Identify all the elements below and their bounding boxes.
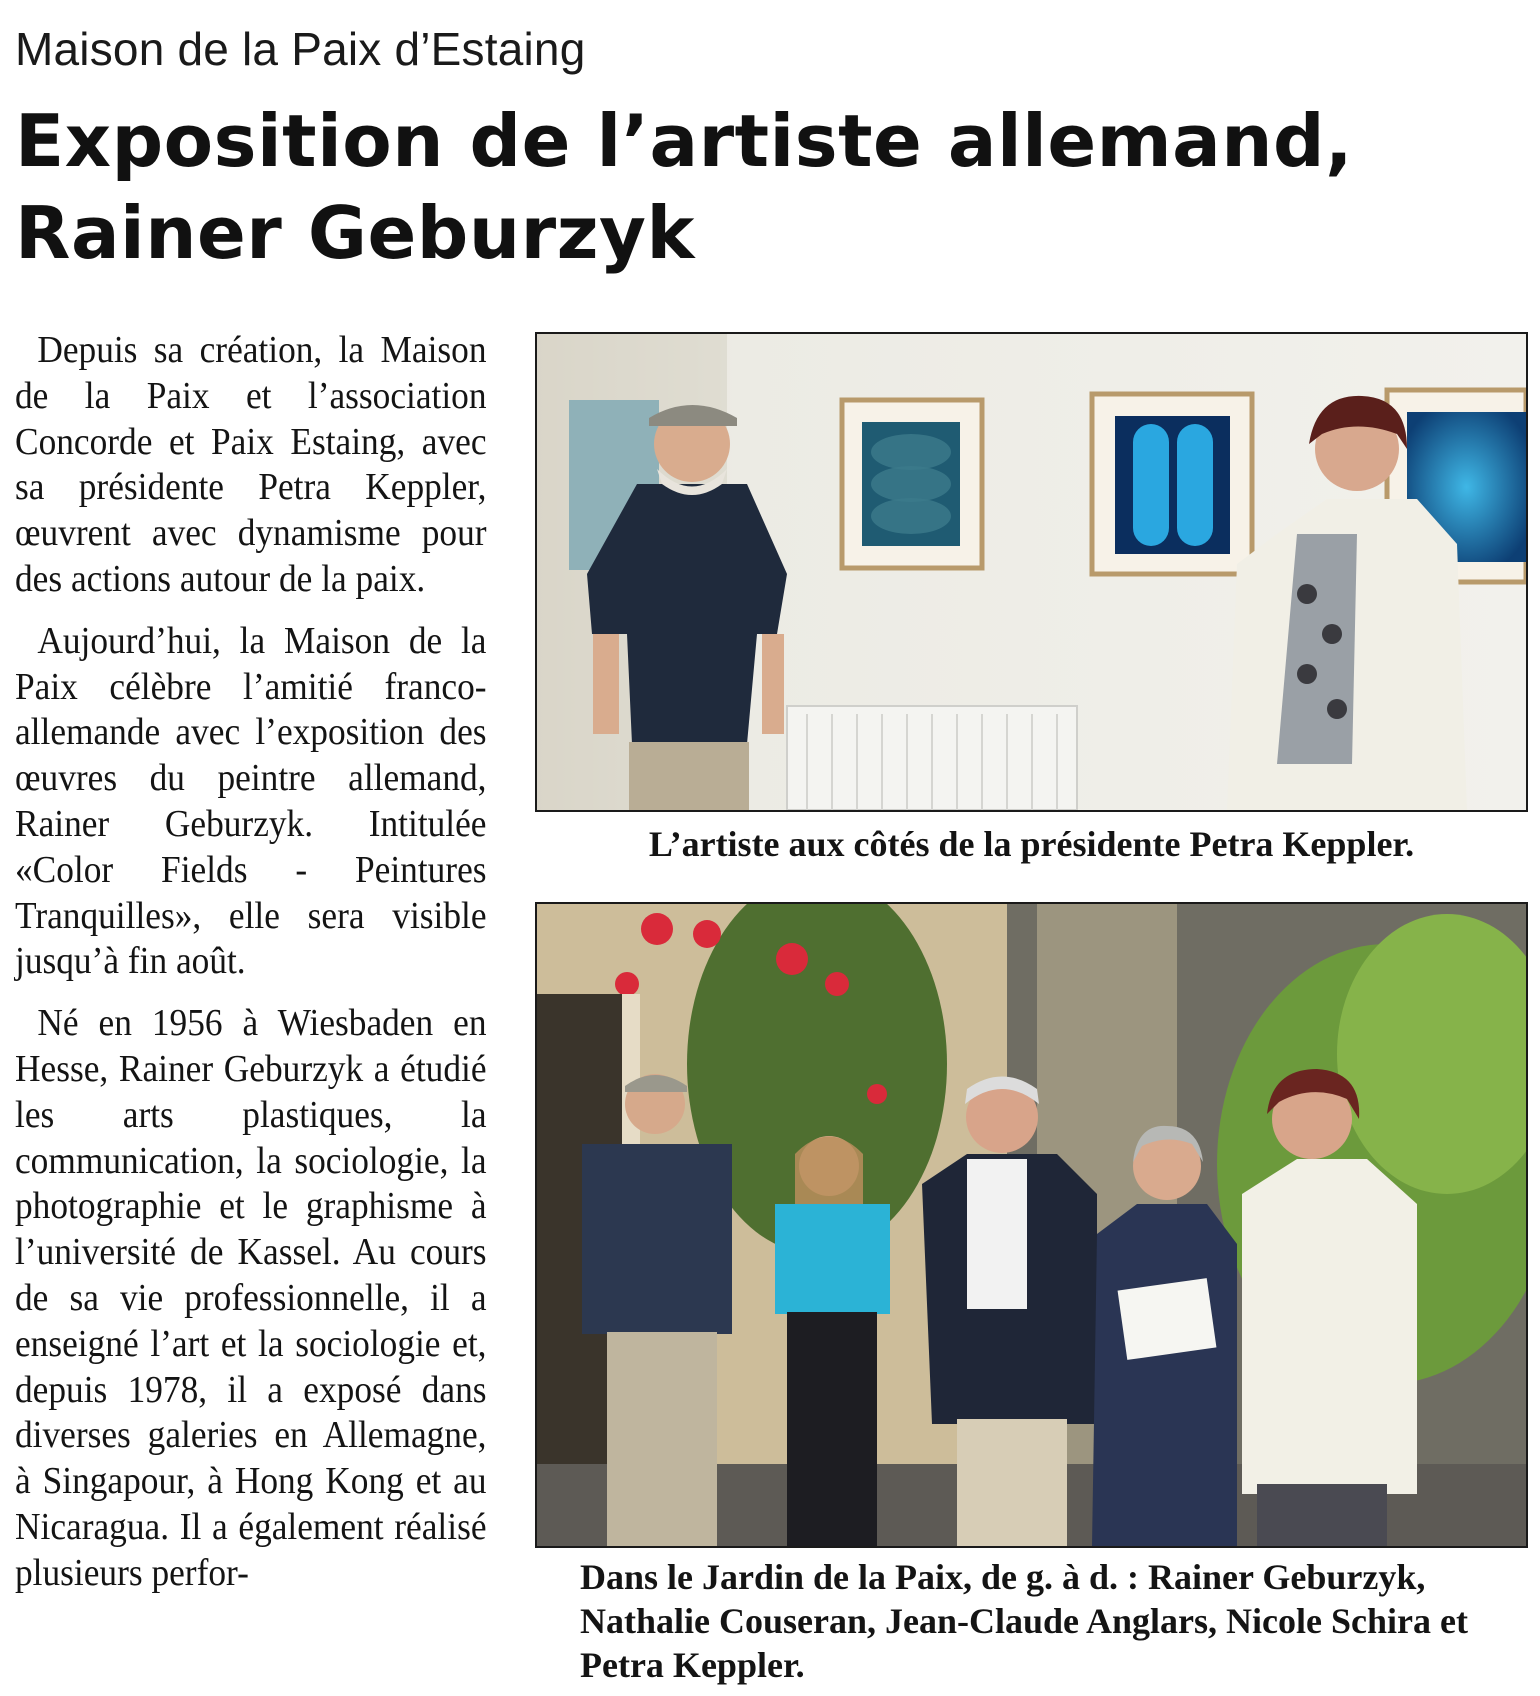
garden-photo-image: [537, 904, 1526, 1546]
article-headline: [15, 95, 1353, 279]
body-paragraph-1: Depuis sa création, la Maison de la Paix et l’association Concorde et Paix Estaing, avec sa présidente Petra Keppler, œuvrent avec dynamisme pour des actions autour de la paix.: [15, 329, 487, 600]
garden-photo: [535, 902, 1528, 1548]
article-kicker: Maison de la Paix d’Estaing: [15, 23, 586, 75]
article-body: [15, 328, 487, 1613]
gallery-photo-caption: L’artiste aux côtés de la présidente Petra Keppler.: [648, 824, 1415, 864]
gallery-photo: [535, 332, 1528, 812]
body-paragraph-2: Aujourd’hui, la Maison de la Paix célèbre l’amitié franco-allemande avec l’exposition des œuvres du peintre allemand, Rainer Geburzyk. Intitulée «Color Fields - Peintures Tranquilles», elle sera visible jusqu’à fin août.: [15, 619, 487, 983]
headline-line-2: Rainer Geburzyk: [15, 191, 695, 275]
headline-line-1: Exposition de l’artiste allemand,: [15, 99, 1353, 183]
gallery-photo-image: [537, 334, 1526, 810]
body-paragraph-3: Né en 1956 à Wiesbaden en Hesse, Rainer Geburzyk a étudié les arts plastiques, la communication, la sociologie, la photographie et le graphisme à l’université de Kassel. Au cours de sa vie professionnelle, il a enseigné l’art et la sociologie et, depuis 1978, il a exposé dans diverses galeries en Allemagne, à Singapour, à Hong Kong et au Nicaragua. Il a également réalisé plusieurs perfor-: [15, 1002, 487, 1594]
garden-photo-caption: Dans le Jardin de la Paix, de g. à d. : Rainer Geburzyk, Nathalie Couseran, Jean-Claude Anglars, Nicole Schira et Petra Keppler.: [580, 1557, 1468, 1685]
